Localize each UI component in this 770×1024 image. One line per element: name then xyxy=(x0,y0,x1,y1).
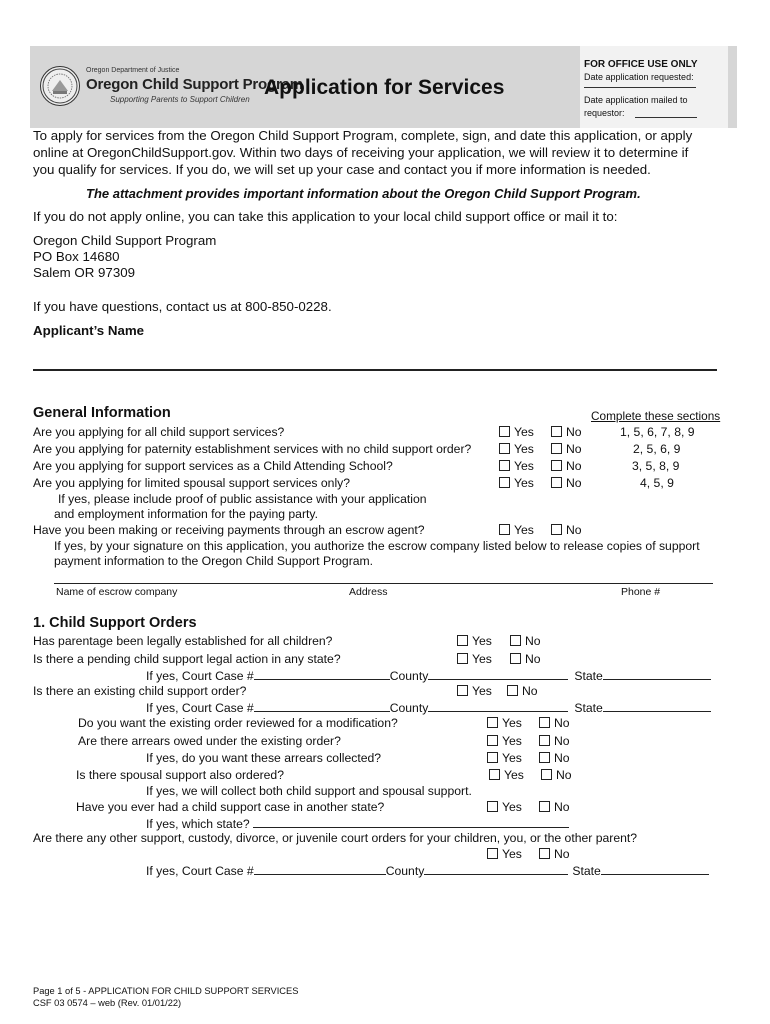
general-q3: Are you applying for support services as a Child Attending School? xyxy=(33,459,393,473)
orders-q3b-no[interactable]: No xyxy=(539,734,570,748)
escrow-info-field[interactable] xyxy=(54,583,713,584)
orders-q4: Are there any other support, custody, divorce, or juvenile court orders for your children, you, or the other parent? xyxy=(33,831,638,845)
general-q4-note-1: If yes, please include proof of public assistance with your application xyxy=(58,492,427,506)
orders-q4-yes[interactable]: Yes xyxy=(487,847,522,861)
checkbox-icon xyxy=(487,752,498,763)
orders-q3c: If yes, do you want these arrears collected? xyxy=(146,751,382,765)
checkbox-icon xyxy=(539,801,550,812)
escrow-name-label: Name of escrow company xyxy=(56,586,178,598)
orders-q3e-no[interactable]: No xyxy=(539,800,570,814)
general-q2: Are you applying for paternity establishment services with no child support order? xyxy=(33,442,472,456)
general-q1-yes[interactable]: Yes xyxy=(499,425,534,439)
orders-q3b: Are there arrears owed under the existing order? xyxy=(78,734,341,748)
intro-line-2: online at OregonChildSupport.gov. Within two days of receiving your application, we will review it to determine if xyxy=(33,145,689,160)
state-label: State xyxy=(572,864,601,878)
checkbox-icon xyxy=(539,717,550,728)
general-q5: Have you been making or receiving payments through an escrow agent? xyxy=(33,523,425,537)
court-case-label: If yes, Court Case # xyxy=(146,701,254,715)
address-line-2: PO Box 14680 xyxy=(33,249,120,264)
mail-intro: If you do not apply online, you can take this application to your local child support office or mail it to: xyxy=(33,209,618,224)
address-line-1: Oregon Child Support Program xyxy=(33,233,217,248)
orders-q3a: Do you want the existing order reviewed for a modification? xyxy=(78,716,398,730)
checkbox-icon xyxy=(551,460,562,471)
address-line-3: Salem OR 97309 xyxy=(33,265,135,280)
general-q3-no[interactable]: No xyxy=(551,459,582,473)
checkbox-icon xyxy=(541,769,552,780)
general-q4-note-2: and employment information for the paying party. xyxy=(54,507,318,521)
checkbox-icon xyxy=(487,848,498,859)
orders-q2: Is there a pending child support legal action in any state? xyxy=(33,652,341,666)
general-q4-yes[interactable]: Yes xyxy=(499,476,534,490)
general-q3-yes[interactable]: Yes xyxy=(499,459,534,473)
general-q5-note-2: payment information to the Oregon Child Support Program. xyxy=(54,554,374,568)
checkbox-icon xyxy=(487,801,498,812)
questions-contact: If you have questions, contact us at 800-850-0228. xyxy=(33,299,332,314)
checkbox-icon xyxy=(457,685,468,696)
general-q1-no[interactable]: No xyxy=(551,425,582,439)
orders-q3: Is there an existing child support order? xyxy=(33,684,247,698)
orders-q3-no[interactable]: No xyxy=(507,684,538,698)
intro-line-3: you qualify for services. If you do, we will set up your case and contact you if more information is needed. xyxy=(33,162,651,177)
orders-q2-no[interactable]: No xyxy=(510,652,541,666)
checkbox-icon xyxy=(457,653,468,664)
county-label: County xyxy=(389,701,429,715)
general-info-heading: General Information xyxy=(33,405,171,421)
general-q2-sections: 2, 5, 6, 9 xyxy=(633,442,681,456)
state-field[interactable] xyxy=(603,700,711,712)
checkbox-icon xyxy=(457,635,468,646)
general-q4-sections: 4, 5, 9 xyxy=(640,476,674,490)
orders-q1: Has parentage been legally established for all children? xyxy=(33,634,333,648)
general-q4-no[interactable]: No xyxy=(551,476,582,490)
checkbox-icon xyxy=(499,426,510,437)
orders-q4-court-row xyxy=(146,863,709,878)
date-requested-field xyxy=(584,87,696,88)
logo-department-text: Oregon Department of Justice xyxy=(86,67,180,74)
state-seal-icon xyxy=(40,66,80,106)
court-case-field[interactable] xyxy=(254,863,386,875)
orders-q3b-yes[interactable]: Yes xyxy=(487,734,522,748)
state-label: State xyxy=(574,701,603,715)
checkbox-icon xyxy=(487,717,498,728)
general-q4: Are you applying for limited spousal support services only? xyxy=(33,476,351,490)
orders-q3e-yes[interactable]: Yes xyxy=(487,800,522,814)
checkbox-icon xyxy=(499,477,510,488)
state-field[interactable] xyxy=(601,863,709,875)
general-q1: Are you applying for all child support services? xyxy=(33,425,285,439)
orders-q4-no[interactable]: No xyxy=(539,847,570,861)
orders-q3-yes[interactable]: Yes xyxy=(457,684,492,698)
court-case-label: If yes, Court Case # xyxy=(146,864,254,878)
general-q5-no[interactable]: No xyxy=(551,523,582,537)
escrow-phone-label: Phone # xyxy=(621,586,661,598)
general-q3-sections: 3, 5, 8, 9 xyxy=(632,459,680,473)
county-label: County xyxy=(385,864,425,878)
which-state-field[interactable] xyxy=(253,816,569,828)
orders-q3a-no[interactable]: No xyxy=(539,716,570,730)
complete-sections-label: Complete these sections xyxy=(591,409,721,423)
applicant-name-label: Applicant’s Name xyxy=(33,323,145,338)
court-case-field[interactable] xyxy=(254,668,390,680)
which-state-label: If yes, which state? xyxy=(146,817,250,831)
child-support-orders-heading: 1. Child Support Orders xyxy=(33,615,197,631)
applicant-name-field[interactable] xyxy=(33,369,717,371)
checkbox-icon xyxy=(507,685,518,696)
orders-q3d: Is there spousal support also ordered? xyxy=(76,768,284,782)
checkbox-icon xyxy=(487,735,498,746)
logo-program-name: Oregon Child Support Program xyxy=(86,76,303,93)
checkbox-icon xyxy=(551,524,562,535)
date-mailed-field xyxy=(635,117,697,118)
orders-q2-yes[interactable]: Yes xyxy=(457,652,492,666)
footer-page-info: Page 1 of 5 - APPLICATION FOR CHILD SUPPORT SERVICES xyxy=(33,986,299,996)
orders-q3a-yes[interactable]: Yes xyxy=(487,716,522,730)
county-label: County xyxy=(389,669,429,683)
logo-tagline: Supporting Parents to Support Children xyxy=(110,95,250,104)
checkbox-icon xyxy=(539,848,550,859)
checkbox-icon xyxy=(551,477,562,488)
intro-line-1: To apply for services from the Oregon Child Support Program, complete, sign, and date this application, or apply xyxy=(33,128,693,143)
checkbox-icon xyxy=(499,443,510,454)
date-mailed-label-2: requestor: xyxy=(584,108,625,118)
orders-q3d-no[interactable]: No xyxy=(541,768,572,782)
checkbox-icon xyxy=(499,460,510,471)
general-q5-note-1: If yes, by your signature on this application, you authorize the escrow company listed below to release copies of support xyxy=(54,539,700,553)
orders-q1-no[interactable]: No xyxy=(510,634,541,648)
orders-q3e: Have you ever had a child support case in another state? xyxy=(76,800,385,814)
checkbox-icon xyxy=(539,735,550,746)
checkbox-icon xyxy=(551,443,562,454)
footer-form-number: CSF 03 0574 – web (Rev. 01/01/22) xyxy=(33,998,182,1008)
checkbox-icon xyxy=(551,426,562,437)
date-requested-label: Date application requested: xyxy=(584,72,694,82)
office-use-box xyxy=(580,46,728,128)
general-q1-sections: 1, 5, 6, 7, 8, 9 xyxy=(620,425,695,439)
checkbox-icon xyxy=(510,653,521,664)
county-field[interactable] xyxy=(424,863,568,875)
checkbox-icon xyxy=(510,635,521,646)
checkbox-icon xyxy=(539,752,550,763)
court-case-label: If yes, Court Case # xyxy=(146,669,254,683)
general-q2-yes[interactable]: Yes xyxy=(499,442,534,456)
orders-q2-court-row xyxy=(146,668,711,683)
general-q2-no[interactable]: No xyxy=(551,442,582,456)
state-label: State xyxy=(574,669,603,683)
orders-q1-yes[interactable]: Yes xyxy=(457,634,492,648)
which-state-row xyxy=(146,816,569,831)
date-mailed-label: Date application mailed to xyxy=(584,95,688,105)
attachment-note: The attachment provides important information about the Oregon Child Support Program. xyxy=(86,186,641,201)
general-q5-yes[interactable]: Yes xyxy=(499,523,534,537)
header-banner xyxy=(30,46,737,128)
orders-q3c-no[interactable]: No xyxy=(539,751,570,765)
county-field[interactable] xyxy=(428,700,568,712)
checkbox-icon xyxy=(499,524,510,535)
page-title: Application for Services xyxy=(264,76,505,99)
escrow-address-label: Address xyxy=(349,586,388,598)
state-field[interactable] xyxy=(603,668,711,680)
office-use-label: FOR OFFICE USE ONLY xyxy=(584,59,698,70)
checkbox-icon xyxy=(489,769,500,780)
county-field[interactable] xyxy=(428,668,568,680)
orders-q3d-note: If yes, we will collect both child support and spousal support. xyxy=(146,784,472,798)
orders-q3d-yes[interactable]: Yes xyxy=(489,768,524,782)
orders-q3c-yes[interactable]: Yes xyxy=(487,751,522,765)
court-case-field[interactable] xyxy=(254,700,390,712)
orders-q3-court-row xyxy=(146,700,711,715)
